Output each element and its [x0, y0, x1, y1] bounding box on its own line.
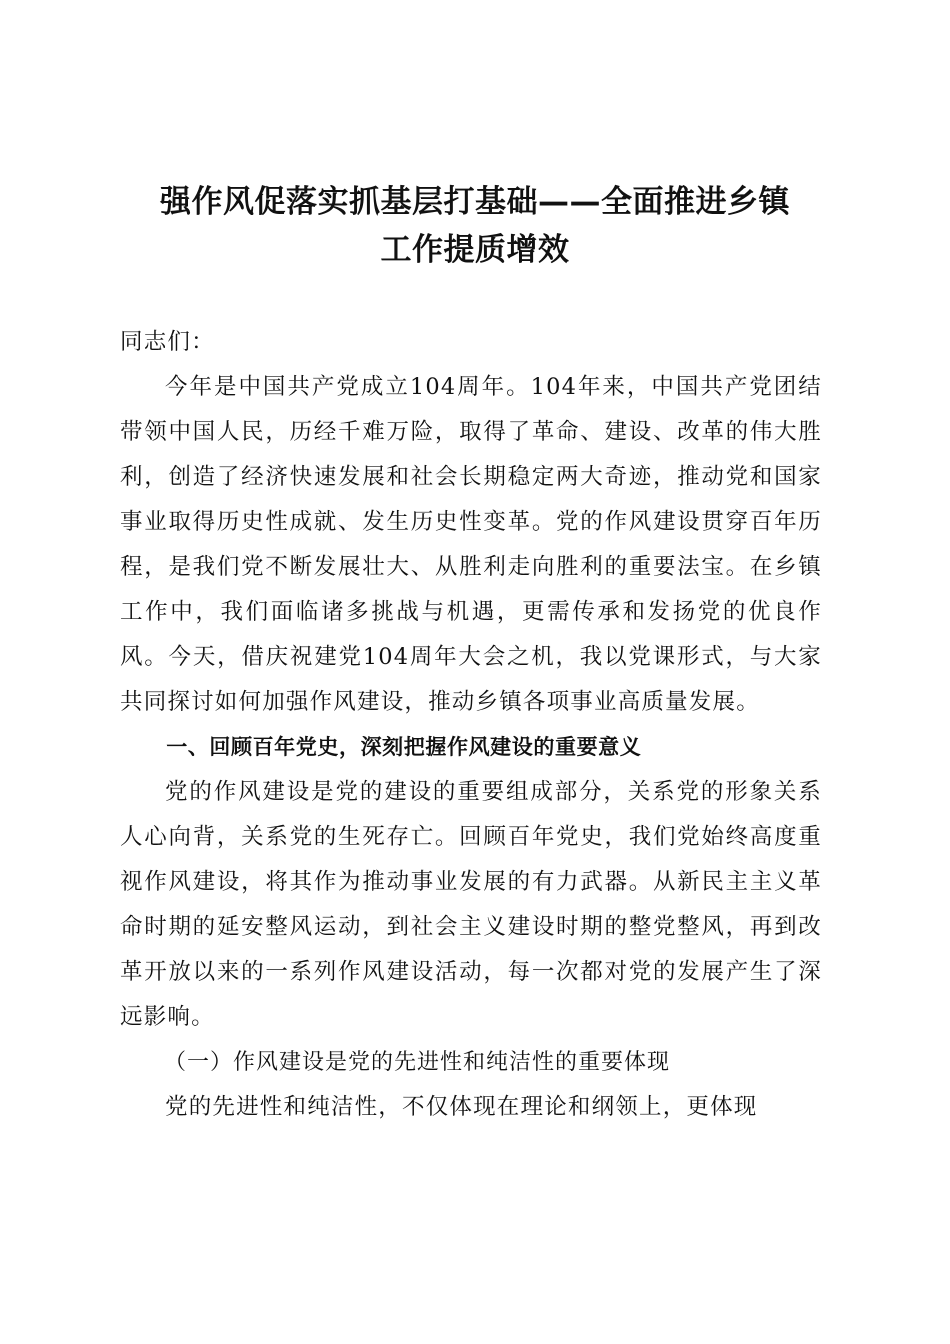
paragraph-intro: 今年是中国共产党成立104周年。104年来，中国共产党团结带领中国人民，历经千难万险，取得了革命、建设、改革的伟大胜利，创造了经济快速发展和社会长期稳定两大奇迹，推动党和国家事业取得历史性成就、发生历史性变革。党的作风建设贯穿百年历程，是我们党不断发展壮大、从胜利走向胜利的重要法宝。在乡镇工作中，我们面临诸多挑战与机遇，更需传承和发扬党的优良作风。今天，借庆祝建党104周年大会之机，我以党课形式，与大家共同探讨如何加强作风建设，推动乡镇各项事业高质量发展。: [120, 374, 822, 715]
title-line-2: 工作提质增效: [380, 232, 570, 268]
subsection-heading-1: （一）作风建设是党的先进性和纯洁性的重要体现: [164, 1050, 671, 1075]
salutation: 同志们：: [120, 329, 215, 355]
document-title: [110, 178, 840, 274]
section-heading-1: 一、回顾百年党史，深刻把握作风建设的重要意义: [166, 735, 642, 759]
document-body: [120, 320, 822, 1130]
paragraph-section-1: 党的作风建设是党的建设的重要组成部分，关系党的形象关系人心向背，关系党的生死存亡。回顾百年党史，我们党始终高度重视作风建设，将其作为推动事业发展的有力武器。从新民主主义革命时期的延安整风运动，到社会主义建设时期的整党整风，再到改革开放以来的一系列作风建设活动，每一次都对党的发展产生了深远影响。: [120, 779, 822, 1030]
paragraph-subsection-1: 党的先进性和纯洁性，不仅体现在理论和纲领上，更体现: [165, 1094, 758, 1120]
title-line-1: 强作风促落实抓基层打基础——全面推进乡镇: [160, 184, 790, 220]
